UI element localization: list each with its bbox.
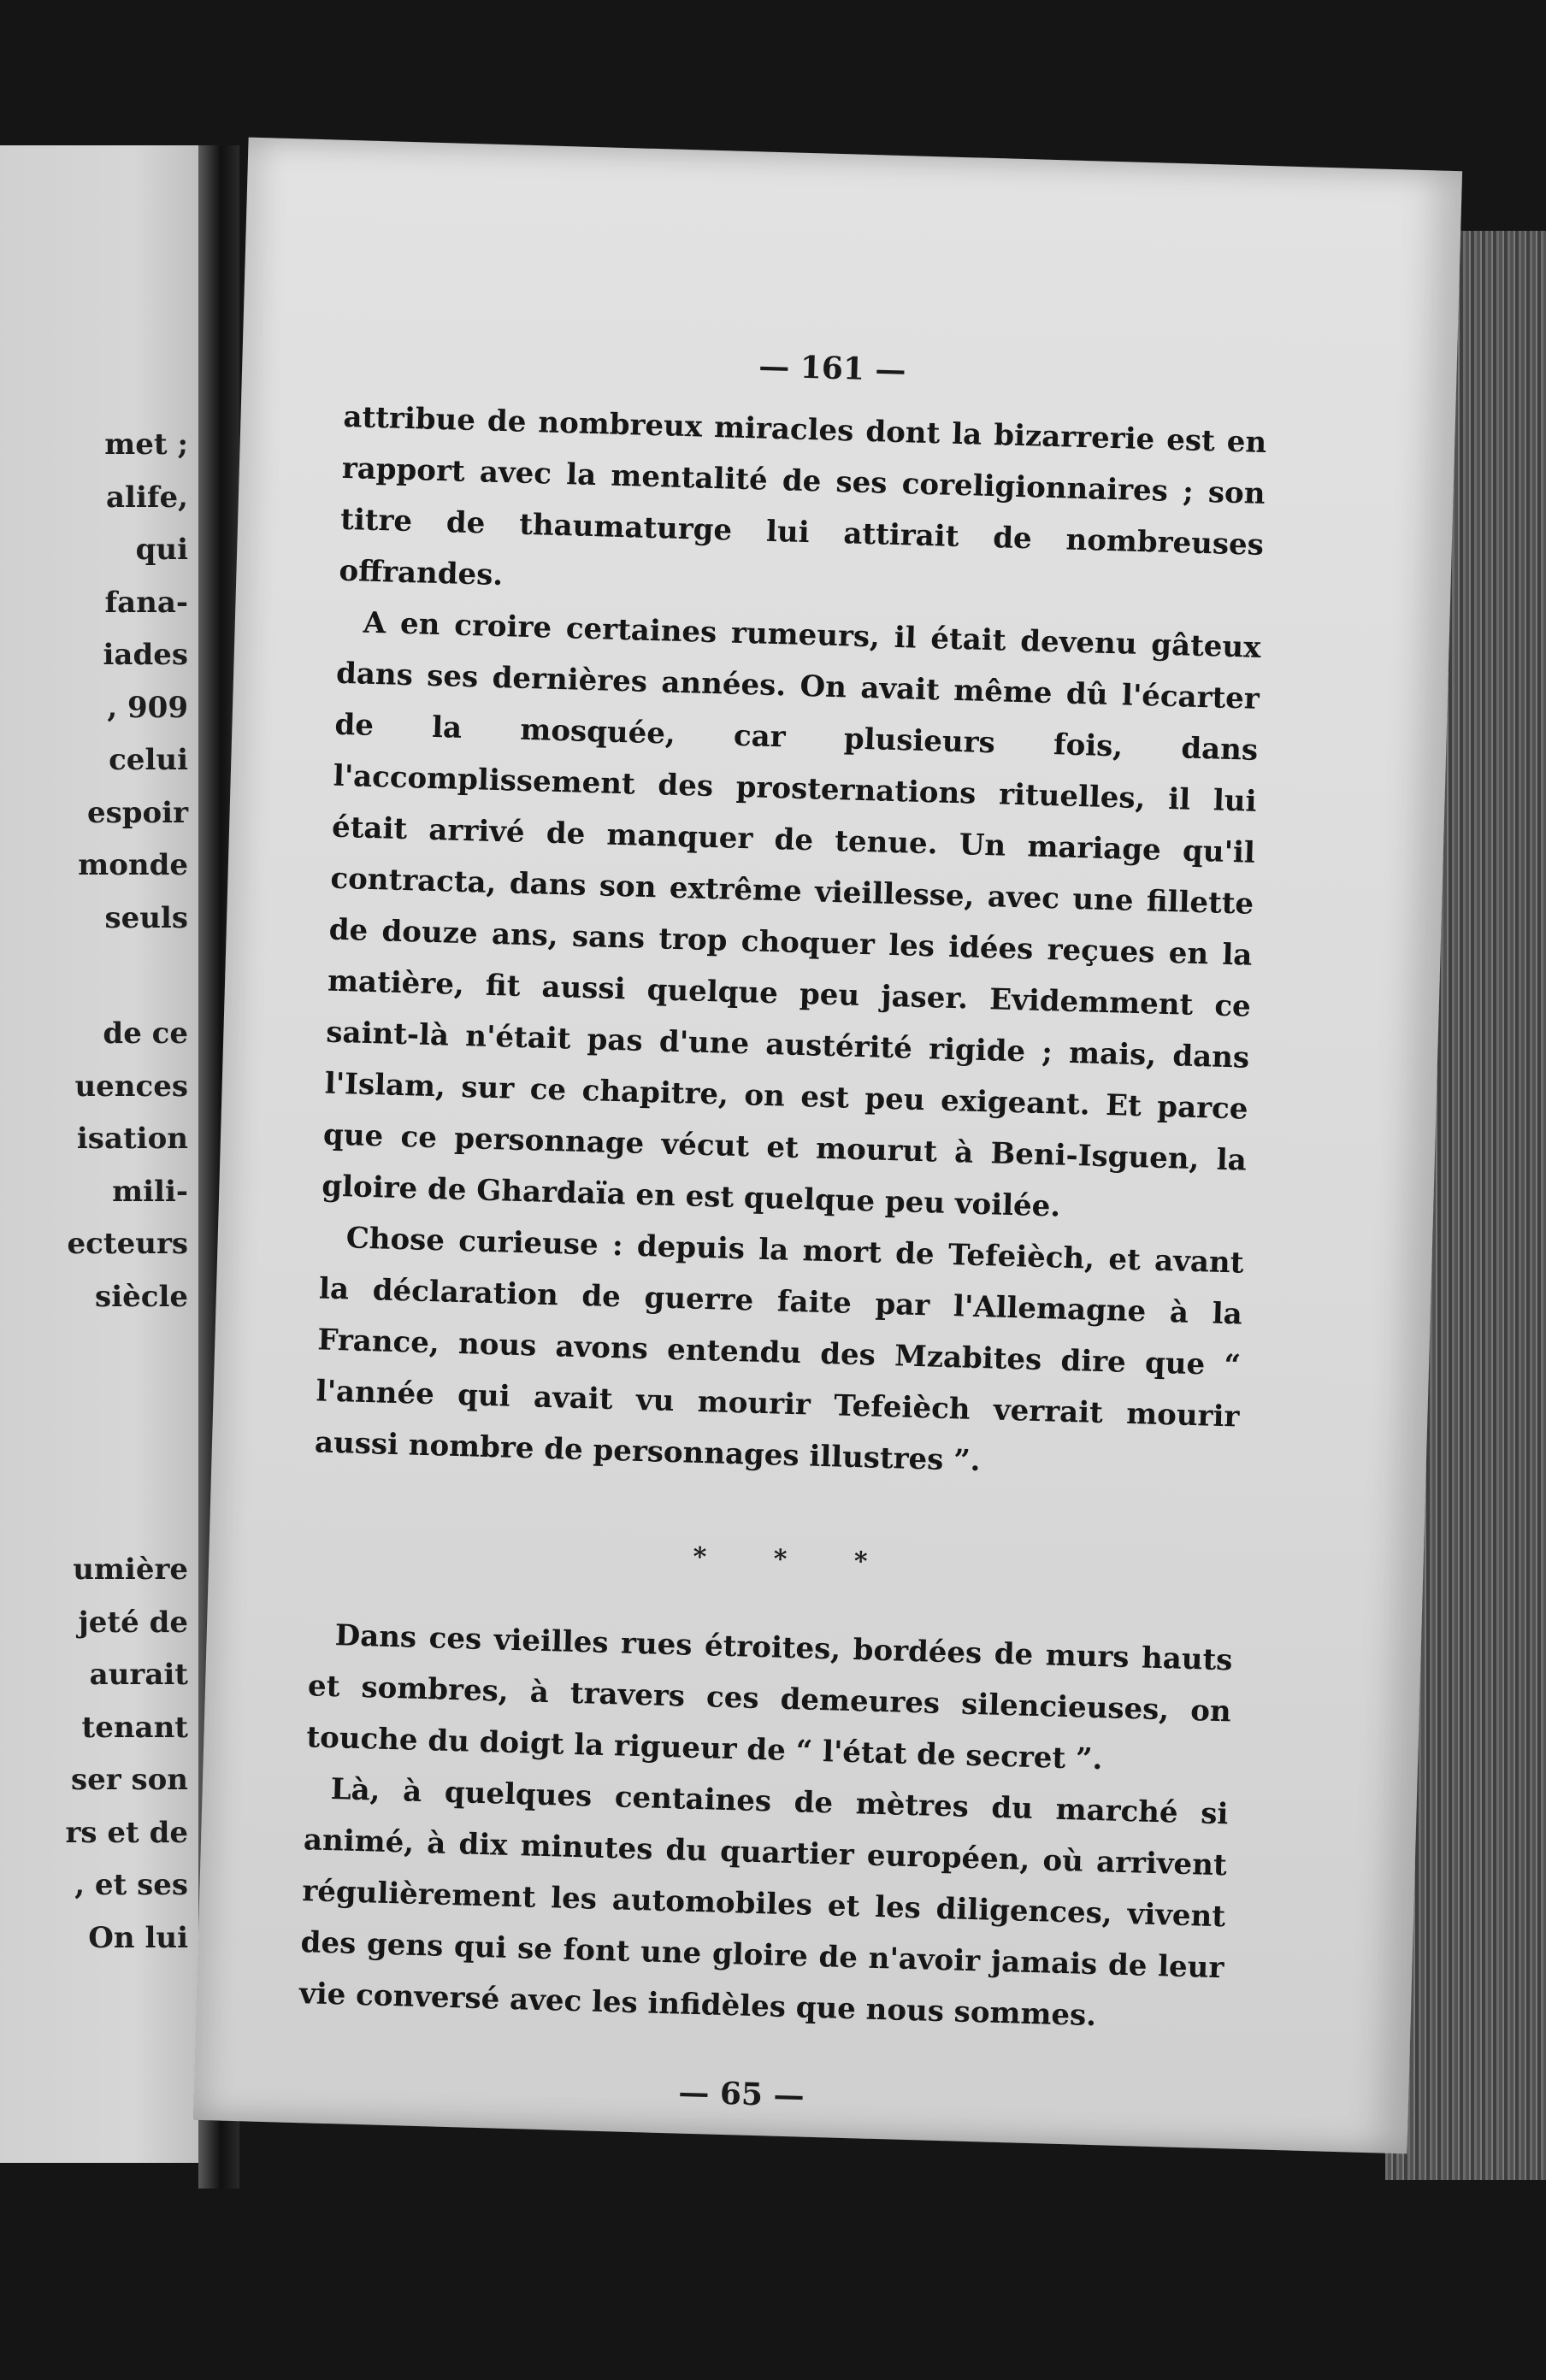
previous-page-line: monde (78, 848, 188, 882)
previous-page-line: met ; (104, 427, 188, 462)
previous-page-line: jeté de (78, 1605, 188, 1640)
page-content (297, 337, 1269, 2125)
previous-page-line: , 909 (107, 690, 188, 725)
previous-page-line: seuls (104, 900, 188, 935)
previous-page-line: rs et de (65, 1815, 188, 1850)
previous-page-line: umière (73, 1552, 188, 1587)
previous-page-line: uences (74, 1069, 188, 1104)
previous-page-line: espoir (86, 795, 188, 830)
section-ornament: * * * (693, 1541, 897, 1578)
previous-page-line: celui (109, 743, 188, 777)
line-gap (66, 945, 188, 1008)
page-number-top: — 161 — (758, 348, 907, 389)
previous-page-line: On lui (88, 1920, 188, 1955)
line-gap (66, 1323, 188, 1544)
previous-page-line: aurait (89, 1658, 188, 1692)
previous-page-line: qui (135, 533, 188, 567)
previous-page-line: isation (76, 1122, 188, 1156)
previous-page-text (66, 419, 188, 1965)
previous-page (0, 145, 210, 2163)
previous-page-line: ser son (70, 1763, 188, 1797)
previous-page-line: siècle (95, 1279, 188, 1314)
previous-page-line: fana- (104, 585, 188, 620)
page-number-bottom: — 65 — (677, 2074, 805, 2114)
previous-page-line: ecteurs (67, 1227, 188, 1261)
paragraph: A en croire certaines rumeurs, il était devenu gâteux dans ses dernières années. On avait même dû l'écarter de la mosquée, car plusieurs fois, dans l'accomplissement des prosternations rituelles, il lui était arrivé de manquer de tenue. Un mariage qu'il contracta, dans son extrême vieillesse, avec une fillette de douze ans, sans trop choquer les idées reçues en la matière, fit aussi quelque peu jaser. Evidemment ce saint-là n'était pas d'une austérité rigide ; mais, dans l'Islam, sur ce chapitre, on est peu exigeant. Et parce que ce personnage vécut et mourut à Beni-Isguen, la gloire de Ghardaïa en est quelque peu voilée. (321, 605, 1262, 1224)
previous-page-line: , et ses (74, 1868, 188, 1902)
previous-page-line: tenant (81, 1710, 188, 1745)
previous-page-line: mili- (112, 1174, 188, 1209)
paragraph: Là, à quelques centaines de mètres du marché si animé, à dix minutes du quartier européen, où arrivent régulièrement les automobiles et les diligences, vivent des gens qui se font une gloire de n'avoir jamais de leur vie conversé avec les infidèles que nous sommes. (298, 1772, 1229, 2034)
paragraph: Chose curieuse : depuis la mort de Tefeièch, et avant la déclaration de guerre faite par l'Allemagne à la France, nous avons entendu des Mzabites dire que “ l'année qui avait vu mourir Tefeièch verrait mourir aussi nombre de personnages illustres ”. (314, 1221, 1244, 1479)
previous-page-line: de ce (103, 1016, 188, 1051)
previous-page-line: iades (103, 638, 188, 672)
paragraph: Dans ces vieilles rues étroites, bordées de murs hauts et sombres, à travers ces demeures silencieuses, on touche du doigt la rigueur de “ l'état de secret ”. (305, 1618, 1233, 1777)
previous-page-line: alife, (106, 480, 188, 515)
book-page (193, 138, 1462, 2154)
paragraph: attribue de nombreux miracles dont la bizarrerie est en rapport avec la mentalité de ses coreligionnaires ; son titre de thaumaturge lui attirait de nombreuses offrandes. (338, 399, 1267, 593)
